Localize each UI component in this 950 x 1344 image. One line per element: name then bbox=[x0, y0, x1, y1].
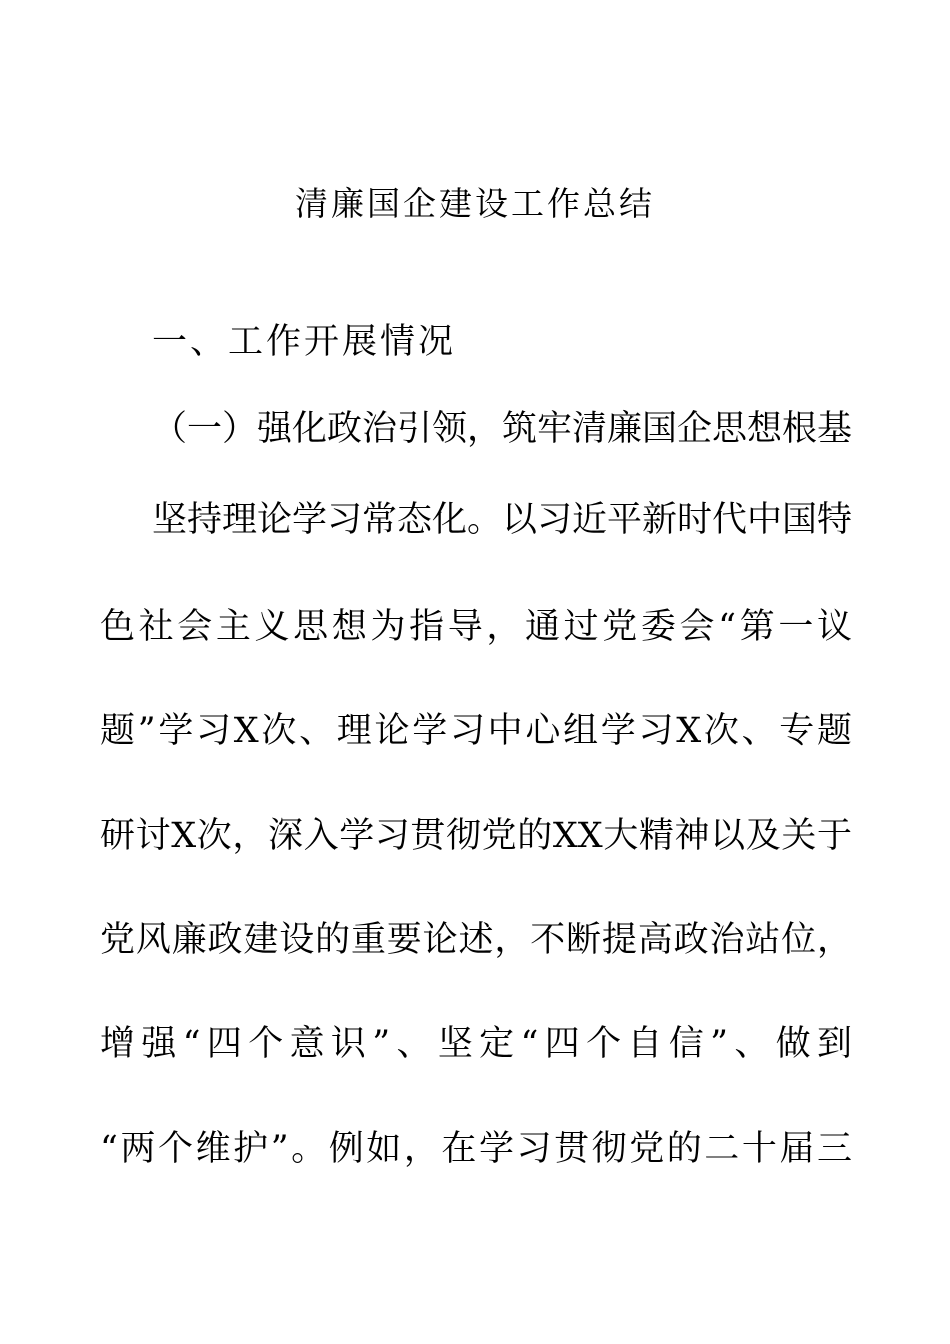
paragraph-line: 增强“四个意识”、坚定“四个自信”、做到 bbox=[100, 1024, 852, 1064]
subsection-heading: （一）强化政治引领，筑牢清廉国企思想根基 bbox=[152, 409, 853, 449]
paragraph-line: 研讨X次，深入学习贯彻党的XX大精神以及关于 bbox=[100, 816, 852, 856]
paragraph-line: 色社会主义思想为指导，通过党委会“第一议 bbox=[100, 607, 852, 647]
paragraph-line: 坚持理论学习常态化。以习近平新时代中国特 bbox=[152, 500, 853, 540]
document-title: 清廉国企建设工作总结 bbox=[295, 184, 655, 223]
paragraph-line: “两个维护”。例如，在学习贯彻党的二十届三 bbox=[100, 1129, 852, 1169]
section-heading: 一、工作开展情况 bbox=[152, 322, 457, 362]
paragraph-line: 党风廉政建设的重要论述，不断提高政治站位， bbox=[100, 920, 852, 960]
paragraph-line: 题”学习X次、理论学习中心组学习X次、专题 bbox=[100, 711, 852, 751]
